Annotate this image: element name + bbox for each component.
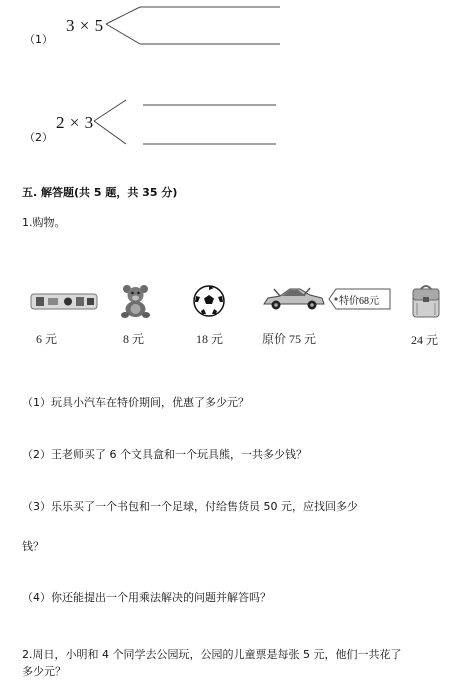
price-teddy-bear: 8 元 bbox=[123, 332, 145, 346]
price-toy-car: 原价 75 元 bbox=[262, 332, 317, 346]
question-2-line-2: 多少元？ bbox=[22, 665, 66, 678]
teddy-bear-icon bbox=[120, 284, 152, 320]
section-heading: 五. 解答题(共 5 题，共 35 分) bbox=[22, 186, 178, 199]
sub-question-2: （2）王老师买了 6 个文具盒和一个玩具熊，一共多少钱？ bbox=[22, 448, 307, 461]
special-price-tag: 特价68元 bbox=[339, 296, 379, 307]
sub-question-1: （1）玩具小汽车在特价期间，优惠了多少元？ bbox=[22, 396, 249, 409]
question-2-line-1: 2.周日，小明和 4 个同学去公园玩，公园的儿童票是每张 5 元，他们一共花了 bbox=[22, 648, 402, 661]
sub-question-4: （4）你还能提出一个用乘法解决的问题并解答吗？ bbox=[22, 591, 271, 604]
price-soccer-ball: 18 元 bbox=[196, 332, 224, 346]
item-label-2: （2） bbox=[24, 131, 53, 144]
toy-car-icon bbox=[260, 286, 326, 312]
answer-blank-2a[interactable] bbox=[143, 98, 276, 105]
question-1-title: 1.购物。 bbox=[22, 216, 66, 229]
price-schoolbag: 24 元 bbox=[411, 333, 439, 347]
sub-question-3-line-2: 钱？ bbox=[22, 540, 44, 553]
sub-question-3-line-1: （3）乐乐买了一个书包和一个足球，付给售货员 50 元，应找回多少 bbox=[22, 500, 358, 513]
soccer-ball-icon bbox=[193, 285, 225, 317]
price-pencil-case: 6 元 bbox=[36, 332, 58, 346]
schoolbag-icon bbox=[410, 283, 442, 319]
branch-lines-2 bbox=[0, 0, 462, 160]
expression-2: 2 × 3 bbox=[56, 113, 94, 132]
expression-1: 3 × 5 bbox=[66, 16, 104, 35]
item-label-1: （1） bbox=[24, 33, 53, 46]
pencil-case-icon bbox=[30, 292, 100, 312]
answer-blank-2b[interactable] bbox=[143, 137, 276, 144]
